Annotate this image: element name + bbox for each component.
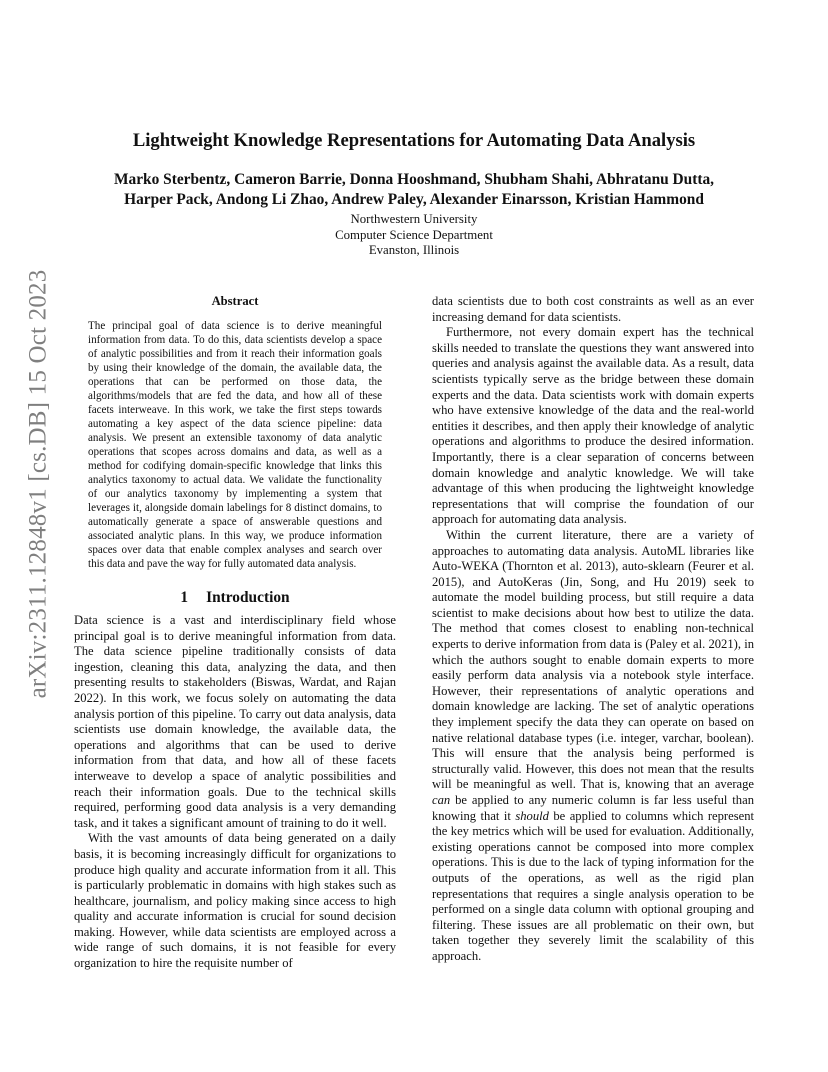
arxiv-identifier-text: arXiv:2311.12848v1 [cs.DB] 15 Oct 2023: [24, 269, 51, 699]
abstract-heading: Abstract: [211, 294, 259, 308]
paragraph-text: be applied to any numeric column is far less useful than knowing that it: [432, 793, 754, 823]
affiliation-department: Computer Science Department: [335, 227, 493, 242]
emphasis-can: can: [432, 793, 451, 807]
author-list: [74, 170, 754, 210]
intro-paragraph-3: Furthermore, not every domain expert has the technical skills needed to translate the questions they want answered into queries and analysis against the available data. As a result, data scientists typically serve as the bridge between these domain experts and the data. Data scientists work with domain experts who have extensive knowledge of the data and the real-world entities it describes, and then apply their knowledge of analytic operations and algorithms to produce the desired information. Importantly, there is a clear separation of concerns between domain knowledge and analytic knowledge. We will take advantage of this when producing the lightweight knowledge representations that will comprise the foundation of our approach for automating data analysis.: [432, 325, 754, 527]
section-number: 1: [180, 589, 189, 606]
abstract-text: The principal goal of data science is to derive meaningful information from data. To do this, data scientists develop a space of analytic possibilities and from it reach their information goals by using their knowledge of the domain, the available data, the operations that can be performed on those data, the algorithms/models that are fed the data, and how all of these facets interweave. In this work, we take the first steps towards automating a key aspect of the data science pipeline: data analysis. We present an extensible taxonomy of data analytic operations that scopes across domains and data, as well as a method for codifying domain-specific knowledge that links this analytics taxonomy to actual data. We validate the functionality of our analytics taxonomy by implementing a system that leverages it, alongside domain labelings for 8 distinct domains, to automatically generate a space of answerable questions and associated analytic plans. In this way, we produce information spaces over data that enable complex analyses and search over this data and pave the way for fully automated data analysis.: [88, 320, 382, 570]
section-heading-introduction: [74, 589, 396, 607]
section-title: Introduction: [206, 589, 290, 606]
paper-title: Lightweight Knowledge Representations for Automating Data Analysis: [132, 130, 696, 151]
author-line: Marko Sterbentz, Cameron Barrie, Donna Hooshmand, Shubham Shahi, Abhratanu Dutta,: [113, 171, 715, 188]
intro-paragraph-4: [432, 528, 754, 965]
affiliation-location: Evanston, Illinois: [368, 243, 460, 257]
paragraph-text: Within the current literature, there are a variety of approaches to automating data analysis. AutoML libraries like Auto-WEKA (Thornton et al. 2013), auto-sklearn (Feurer et al. 2015), and AutoKeras (Jin, Song, and Hu 2019) seek to automate the model building process, but still require a data scientist to make decisions about how best to utilize the data. The method that comes closest to enabling non-technical experts to derive information from data is (Paley et al. 2021), in which the authors sought to enable domain experts to more easily perform data analysis via a notebook style interface. However, their representations of analytic operations and domain knowledge are lacking. The set of analytic operations they implement specify the data they can operate on based on native relational database types (i.e. integer, varchar, boolean). This will ensure that the analysis being performed is structurally valid. However, this does not mean that the results will be meaningful as well. That is, knowing that an average: [432, 527, 754, 792]
paragraph-text: be applied to columns which represent the key metrics which will be used for evaluation. Additionally, existing operations cannot be composed into more complex operations. This is due to the lack of typing information for the outputs of the operations, as well as the rigid plan representations that requires a single analysis operation to be performed on a single data column with optional grouping and filtering. These issues are all problematic on their own, but taken together they severely limit the scalability of this approach.: [432, 808, 754, 963]
intro-paragraph-2-continued: data scientists due to both cost constraints as well as an ever increasing demand for data scientists.: [432, 294, 754, 324]
arxiv-identifier: [24, 269, 52, 699]
left-column: [74, 294, 396, 972]
intro-paragraph-1: Data science is a vast and interdisciplinary field whose principal goal is to derive meaningful information from data. The data science pipeline traditionally consists of data ingestion, cleaning this data, analyzing the data, and then presenting results to stakeholders (Biswas, Wardat, and Rajan 2022). In this work, we focus solely on automating the data analysis portion of this pipeline. To carry out data analysis, data scientists use domain knowledge, the available data, the operations and algorithms that can be used to derive information from that data, and how all of these facets interweave to develop a space of analytic possibilities and reach their information goals. Due to the technical skills required, performing good data analysis is a very demanding task, and it takes a significant amount of training to do it well.: [74, 613, 396, 830]
affiliation-university: Northwestern University: [350, 212, 478, 226]
emphasis-should: should: [515, 808, 549, 823]
intro-paragraph-2: With the vast amounts of data being generated on a daily basis, it is becoming increasingly difficult for organizations to produce high quality and accurate information from it all. This is particularly problematic in domains with high stakes such as healthcare, journalism, and policy making since access to high quality and accurate information is crucial for sound decision making. However, while data scientists are employed across a wide range of such domains, it is not feasible for every organization to hire the requisite number of: [74, 831, 396, 971]
affiliation: [74, 212, 754, 259]
author-line: Harper Pack, Andong Li Zhao, Andrew Paley, Alexander Einarsson, Kristian Hammond: [124, 191, 704, 208]
right-column: [432, 294, 754, 965]
